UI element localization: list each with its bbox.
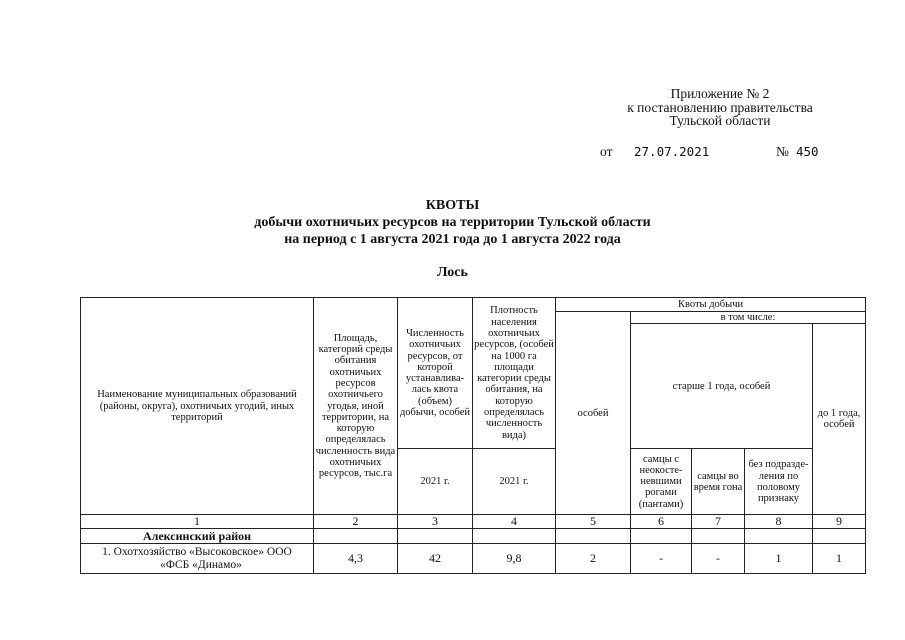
header-quotas: Квоты добычи <box>556 298 866 312</box>
column-number: 9 <box>813 515 866 529</box>
quota-table <box>80 297 866 574</box>
column-numbers-row <box>81 515 866 529</box>
column-number: 5 <box>556 515 631 529</box>
appendix-region: Тульской области <box>669 113 771 128</box>
appendix-block <box>590 87 850 128</box>
cell-under1: 1 <box>813 544 866 574</box>
document-period: на период с 1 августа 2021 года до 1 августа 2022 года <box>284 232 621 247</box>
column-number: 4 <box>473 515 556 529</box>
header-males-antlers: самцы с неокосте-невшими рогами (пантами) <box>631 449 692 515</box>
appendix-resolution: к постановлению правительства <box>627 99 813 115</box>
header-name: Наименование муниципальных образований (районы, округа), охотничьих угодий, иных территорий <box>81 298 314 515</box>
header-no-sex: без подразде-ления по половому признаку <box>745 449 813 515</box>
cell-males-rut: - <box>692 544 745 574</box>
header-total: особей <box>556 312 631 515</box>
district-row <box>81 529 866 544</box>
column-number: 1 <box>81 515 314 529</box>
header-under1: до 1 года, особей <box>813 324 866 515</box>
document-title: КВОТЫ <box>425 198 480 213</box>
cell-total: 2 <box>556 544 631 574</box>
number-label: № <box>776 144 789 159</box>
hunting-ground-name <box>81 544 314 574</box>
column-number: 8 <box>745 515 813 529</box>
document-subtitle: добычи охотничьих ресурсов на территории Тульской области <box>254 215 651 230</box>
cell-density: 9,8 <box>473 544 556 574</box>
header-including: в том числе: <box>631 312 866 324</box>
resolution-number: 450 <box>796 144 819 159</box>
column-number: 6 <box>631 515 692 529</box>
header-density-year: 2021 г. <box>473 449 556 515</box>
header-males-rut: самцы во время гона <box>692 449 745 515</box>
from-label: от <box>600 144 613 159</box>
cell-males-antlers: - <box>631 544 692 574</box>
header-older: старше 1 года, особей <box>631 324 813 449</box>
cell-population: 42 <box>398 544 473 574</box>
header-population: Численность охотничьих ресурсов, от которой устанавлива-лась квота (объем) добычи, особей <box>398 298 473 449</box>
column-number: 2 <box>314 515 398 529</box>
column-number: 7 <box>692 515 745 529</box>
district-name: Алексинский район <box>81 529 314 544</box>
cell-no-sex: 1 <box>745 544 813 574</box>
hunting-ground-name-line1: 1. Охотхозяйство «Высоковское» ООО <box>102 545 292 558</box>
cell-area: 4,3 <box>314 544 398 574</box>
header-density: Плотность населения охотничьих ресурсов, (особей на 1000 га площади категории среды обитания, на которую определялась численность вида) <box>473 298 556 449</box>
resolution-date: 27.07.2021 <box>634 144 710 159</box>
hunting-ground-name-line2: «ФСБ «Динамо» <box>160 558 242 571</box>
appendix-title: Приложение № 2 <box>670 86 770 101</box>
table-row <box>81 544 866 574</box>
header-area: Площадь, категорий среды обитания охотничьих ресурсов охотничьего угодья, иной территории, на которую определялась численность вида охотничьих ресурсов, тыс.га <box>314 298 398 515</box>
resolution-reference <box>600 144 819 160</box>
header-population-year: 2021 г. <box>398 449 473 515</box>
species-heading: Лось <box>437 265 468 280</box>
column-number: 3 <box>398 515 473 529</box>
